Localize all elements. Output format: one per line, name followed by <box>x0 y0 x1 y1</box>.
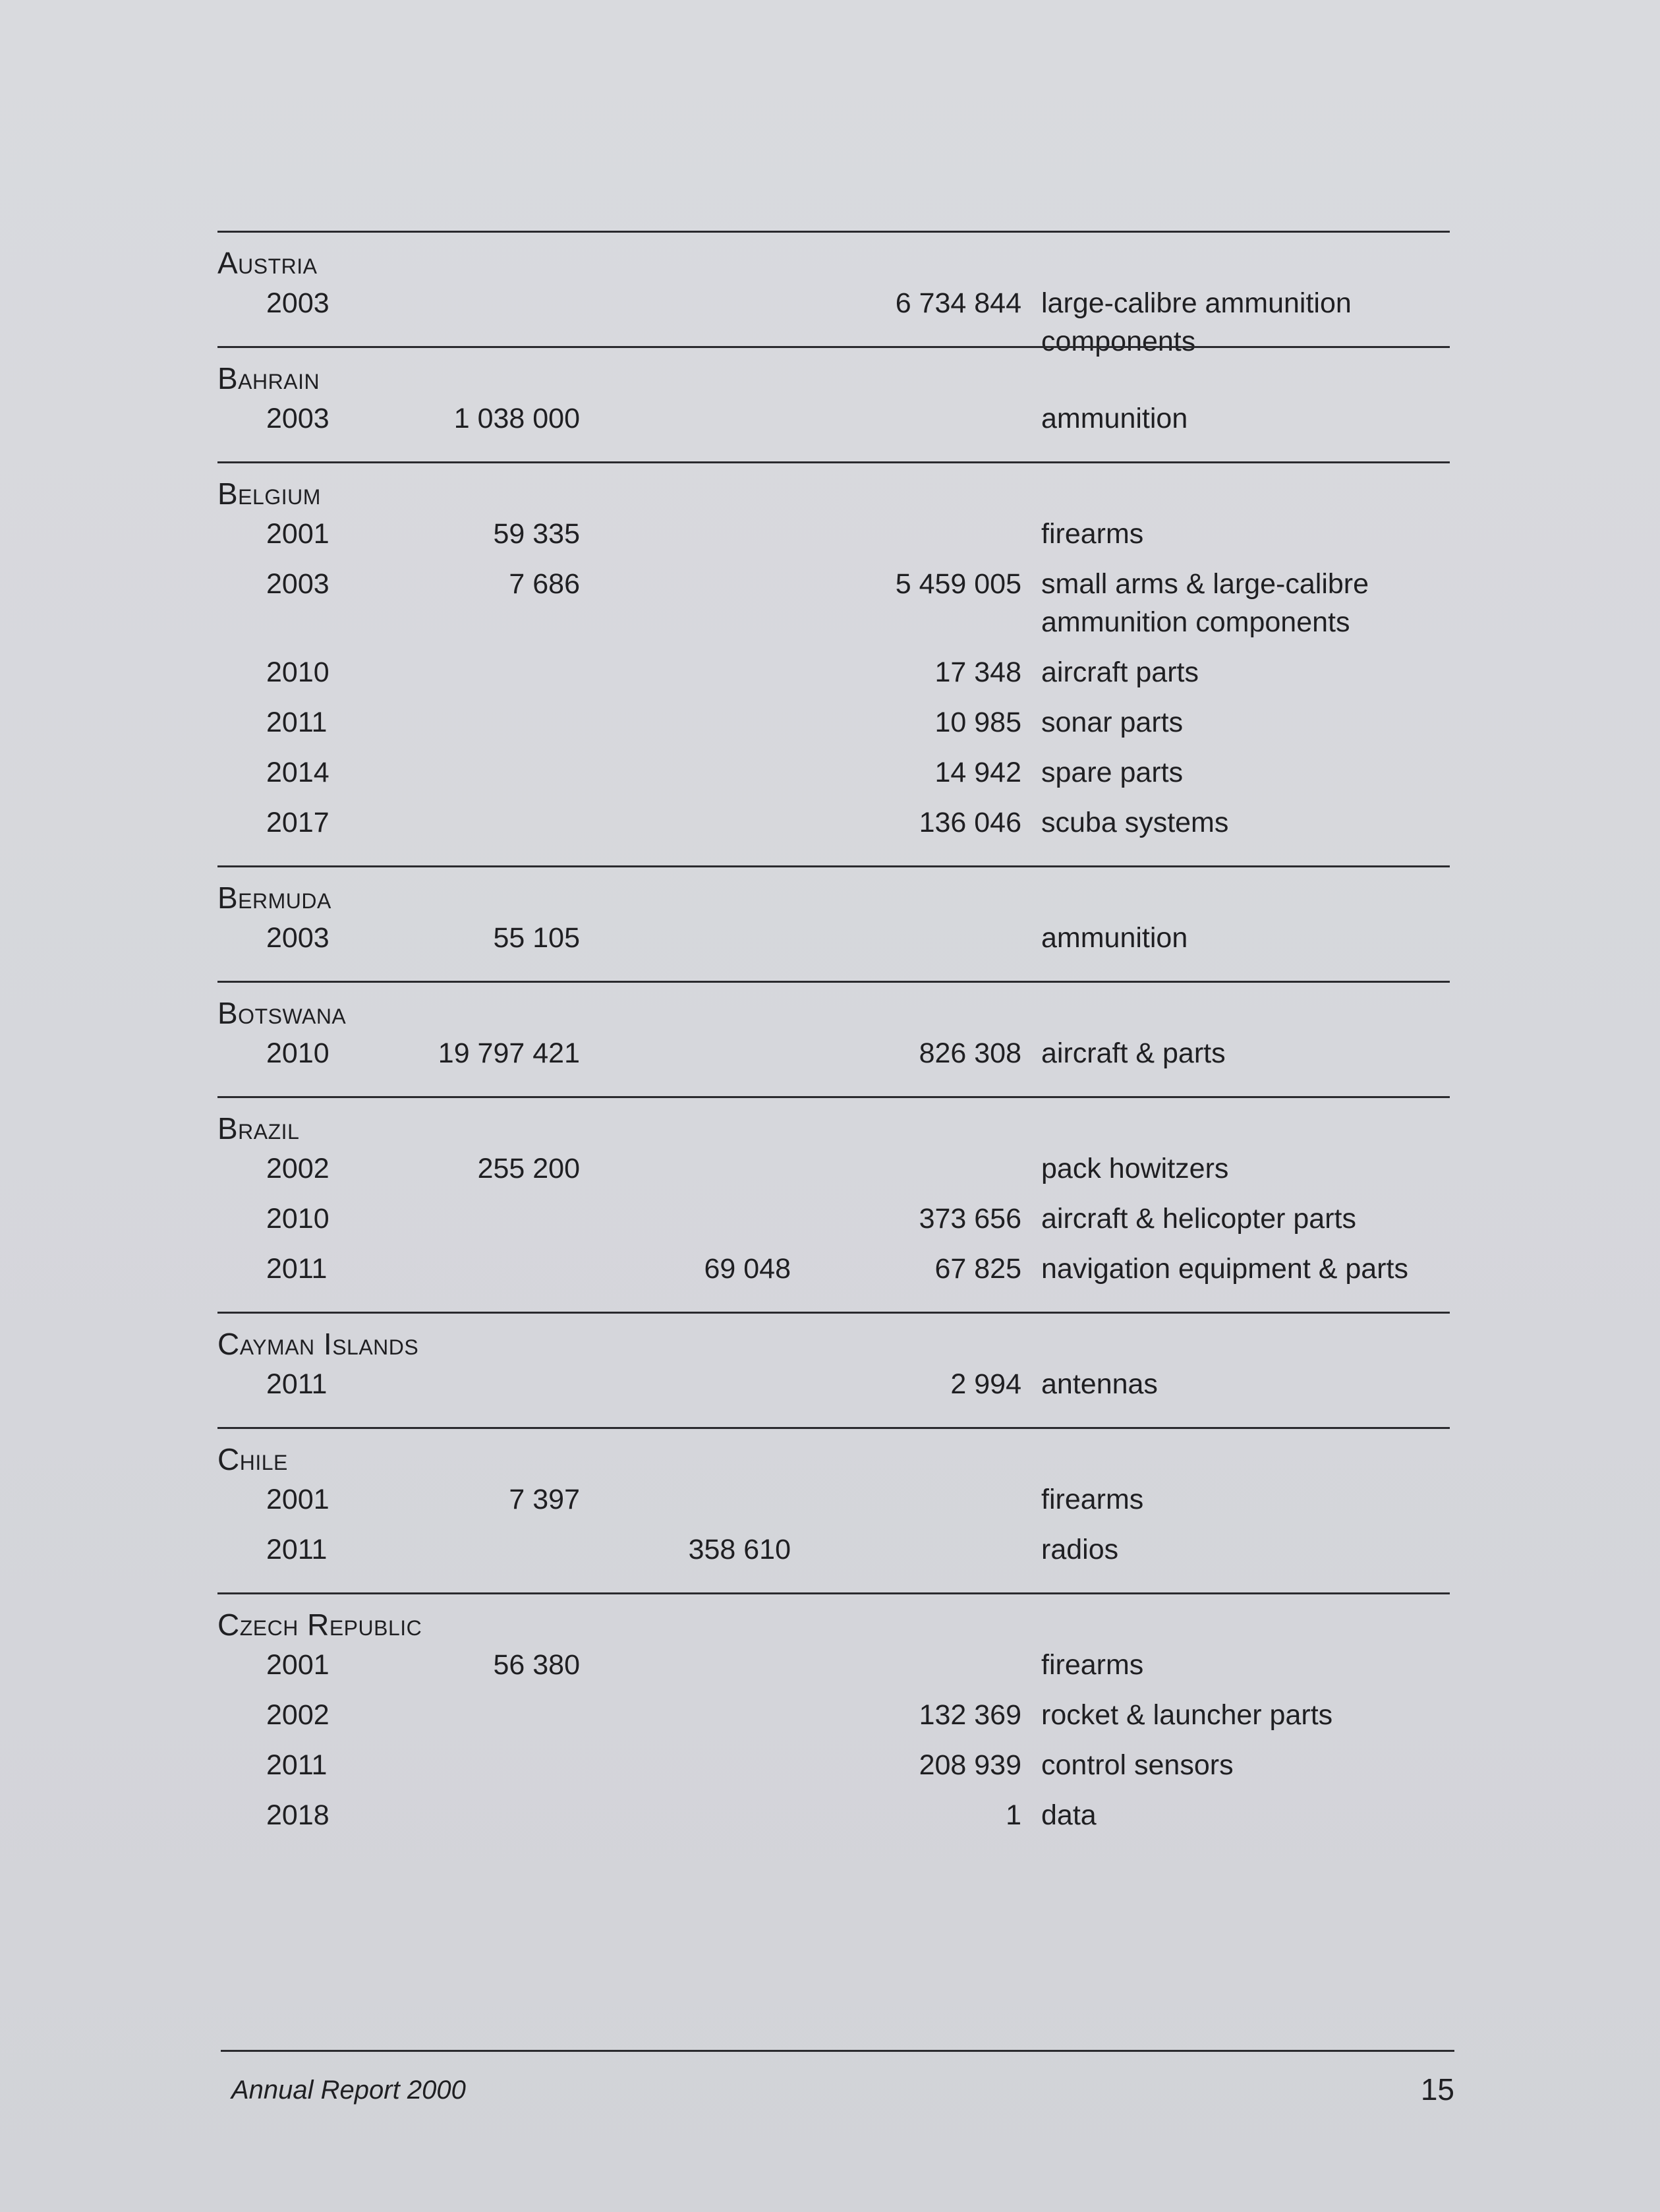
year-cell: 2001 <box>266 1484 329 1515</box>
section-spacer <box>217 1412 1450 1427</box>
country-section <box>217 461 1450 865</box>
year-cell: 2003 <box>266 287 329 319</box>
country-heading: Austria <box>217 246 318 280</box>
year-cell: 2011 <box>266 1749 328 1781</box>
parts-value: 17 348 <box>934 656 1021 688</box>
table-row <box>217 1032 1450 1082</box>
country-section <box>217 981 1450 1096</box>
export-table <box>217 231 1450 1858</box>
parts-value: 5 459 005 <box>895 568 1021 600</box>
country-section <box>217 346 1450 461</box>
country-heading: Bahrain <box>217 361 320 395</box>
year-cell: 2014 <box>266 757 329 788</box>
year-cell: 2001 <box>266 1649 329 1681</box>
table-row <box>217 916 1450 966</box>
country-heading: Czech Republic <box>217 1608 422 1642</box>
comment-cell: ammunition <box>1041 922 1188 954</box>
comment-cell: rocket & launcher parts <box>1041 1699 1333 1731</box>
country-heading: Brazil <box>217 1111 300 1146</box>
parts-value: 132 369 <box>919 1699 1021 1731</box>
munitions-value: 7 686 <box>509 568 580 600</box>
table-row <box>217 1478 1450 1528</box>
year-cell: 2011 <box>266 707 328 738</box>
parts-value: 1 <box>1006 1799 1021 1831</box>
table-row <box>217 1693 1450 1743</box>
table-row <box>217 1793 1450 1844</box>
table-row <box>217 1528 1450 1578</box>
year-cell: 2003 <box>266 922 329 954</box>
footer-report-title: Annual Report 2000 <box>231 2076 466 2105</box>
comment-cell: data <box>1041 1799 1097 1831</box>
comment-cell: sonar parts <box>1041 707 1184 738</box>
parts-value: 208 939 <box>919 1749 1021 1781</box>
table-row <box>217 1643 1450 1693</box>
comment-cell: firearms <box>1041 1649 1144 1681</box>
comment-cell: aircraft parts <box>1041 656 1199 688</box>
comment-cell: radios <box>1041 1534 1119 1565</box>
year-cell: 2011 <box>266 1368 328 1400</box>
page-number: 15 <box>1420 2072 1454 2107</box>
munitions-value: 55 105 <box>493 922 580 954</box>
parts-value: 14 942 <box>934 757 1021 788</box>
support-systems-value: 69 048 <box>704 1253 791 1285</box>
year-cell: 2002 <box>266 1699 329 1731</box>
table-row <box>217 562 1450 651</box>
table-row <box>217 281 1450 357</box>
section-spacer <box>217 1844 1450 1858</box>
year-cell: 2010 <box>266 656 329 688</box>
comment-cell: firearms <box>1041 518 1144 550</box>
page-footer <box>221 2050 1454 2111</box>
comment-cell: navigation equipment & parts <box>1041 1253 1408 1285</box>
country-section <box>217 865 1450 981</box>
munitions-value: 56 380 <box>493 1649 580 1681</box>
parts-value: 10 985 <box>934 707 1021 738</box>
country-heading: Belgium <box>217 477 321 511</box>
country-heading: Chile <box>217 1442 288 1476</box>
section-spacer <box>217 1578 1450 1592</box>
munitions-value: 255 200 <box>477 1153 580 1184</box>
comment-cell: scuba systems <box>1041 807 1229 838</box>
parts-value: 2 994 <box>950 1368 1021 1400</box>
munitions-value: 7 397 <box>509 1484 580 1515</box>
year-cell: 2010 <box>266 1037 329 1069</box>
support-systems-value: 358 610 <box>688 1534 791 1565</box>
country-section <box>217 1592 1450 1858</box>
table-row <box>217 701 1450 751</box>
comment-cell: aircraft & helicopter parts <box>1041 1203 1356 1235</box>
table-row <box>217 751 1450 801</box>
comment-cell: spare parts <box>1041 757 1184 788</box>
year-cell: 2003 <box>266 568 329 600</box>
country-section <box>217 1427 1450 1592</box>
comment-cell: small arms & large-calibre ammunition components <box>1041 568 1369 638</box>
parts-value: 6 734 844 <box>895 287 1021 319</box>
table-row <box>217 1362 1450 1412</box>
munitions-value: 19 797 421 <box>438 1037 580 1069</box>
country-section <box>217 231 1450 357</box>
comment-cell: ammunition <box>1041 403 1188 434</box>
section-spacer <box>217 447 1450 461</box>
year-cell: 2001 <box>266 518 329 550</box>
section-spacer <box>217 851 1450 865</box>
table-row <box>217 801 1450 851</box>
comment-cell: aircraft & parts <box>1041 1037 1226 1069</box>
country-section <box>217 1096 1450 1312</box>
table-row <box>217 512 1450 562</box>
table-row <box>217 1743 1450 1793</box>
country-heading: Cayman Islands <box>217 1327 419 1361</box>
comment-cell: pack howitzers <box>1041 1153 1229 1184</box>
section-spacer <box>217 1297 1450 1312</box>
comment-cell: antennas <box>1041 1368 1158 1400</box>
year-cell: 2011 <box>266 1253 328 1285</box>
section-spacer <box>217 1082 1450 1096</box>
parts-value: 136 046 <box>919 807 1021 838</box>
comment-cell: control sensors <box>1041 1749 1234 1781</box>
year-cell: 2003 <box>266 403 329 434</box>
table-row <box>217 397 1450 447</box>
country-heading: Botswana <box>217 996 347 1030</box>
year-cell: 2018 <box>266 1799 329 1831</box>
country-section <box>217 1312 1450 1427</box>
comment-cell: firearms <box>1041 1484 1144 1515</box>
parts-value: 826 308 <box>919 1037 1021 1069</box>
table-row <box>217 651 1450 701</box>
year-cell: 2010 <box>266 1203 329 1235</box>
munitions-value: 1 038 000 <box>453 403 580 434</box>
table-row <box>217 1197 1450 1247</box>
section-spacer <box>217 966 1450 981</box>
comment-cell: large-calibre ammunition components <box>1041 287 1352 357</box>
parts-value: 67 825 <box>934 1253 1021 1285</box>
year-cell: 2002 <box>266 1153 329 1184</box>
munitions-value: 59 335 <box>493 518 580 550</box>
year-cell: 2011 <box>266 1534 328 1565</box>
table-row <box>217 1147 1450 1197</box>
year-cell: 2017 <box>266 807 329 838</box>
country-heading: Bermuda <box>217 881 331 915</box>
table-row <box>217 1247 1450 1297</box>
parts-value: 373 656 <box>919 1203 1021 1235</box>
